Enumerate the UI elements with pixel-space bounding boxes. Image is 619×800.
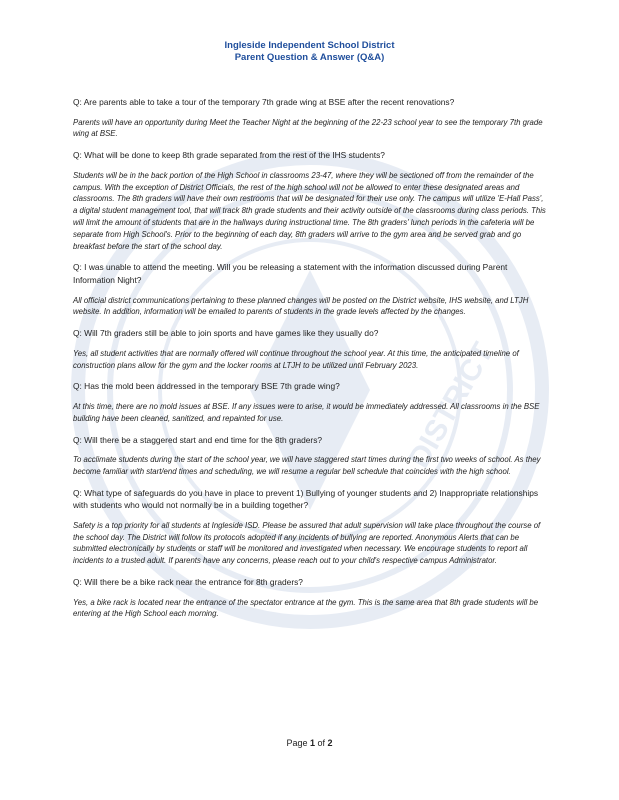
answer-1: Parents will have an opportunity during Meet the Teacher Night at the beginning of the 22-23 school year to see the temporary 7th grade wing at BSE.	[73, 117, 543, 139]
page-footer	[0, 738, 619, 748]
answer-2: Students will be in the back portion of the High School in classrooms 23-47, where they will be sectioned off from the remainder of the campus. With the exception of District Officials, the rest of the high school will not be allowed to enter these designated areas and classrooms. The 8th graders will have their own restrooms that will be designated for their use only. The campus will utilize 'E-Hall Pass', a digital student management tool, that will track 8th grade students and their activity outside of the classrooms during class periods. This will limit the amount of students that are in the hallways during instructional time. The 8th graders' lunch periods in the cafeteria will be separate from High School's. Prior to the beginning of each day, 8th graders will arrive to the gym area and be served grab and go breakfast before the start of the school day.	[73, 170, 546, 251]
answer-6: To acclimate students during the start of the school year, we will have staggered start times during the first two weeks of school. As they become familiar with start/end times and scheduling, we will resume a regular bell schedule that coincides with the high school.	[73, 455, 541, 476]
question-4: Q: Will 7th graders still be able to join sports and have games like they usually do?	[73, 328, 379, 339]
watermark-text: DISTRICT	[402, 337, 501, 474]
answer-3: All official district communications pertaining to these planned changes will be posted on the District website, IHS website, and LTJH website. In addition, information will be emailed to parents of students in the grade levels affected by the changes.	[73, 295, 529, 317]
answer-8: Yes, a bike rack is located near the entrance of the spectator entrance at the gym. This is the same area that 8th grade students will be entering at the High School each morning.	[73, 597, 539, 619]
answer-4: Yes, all student activities that are normally offered will continue throughout the school year. At this time, the anticipated timeline of construction plans allow for the gym and the locker rooms at LTJH to be utilized until February 2023.	[73, 348, 519, 370]
question-2: Q: What will be done to keep 8th grade separated from the rest of the IHS students?	[73, 150, 385, 161]
question-6: Q: Will there be a staggered start and end time for the 8th graders?	[73, 434, 323, 445]
qa-list	[73, 96, 549, 629]
current-page-number: 1	[309, 738, 315, 748]
question-7: Q: What type of safeguards do you have in place to prevent 1) Bullying of younger students and 2) Inappropriate relationships with students who would not normally be in a building together?	[73, 487, 539, 511]
answer-5: At this time, there are no mold issues at BSE. If any issues were to arise, it would be immediately addressed. All classrooms in the BSE building have been cleaned, sanitized, and repainted for use.	[73, 401, 540, 423]
of-label: of	[317, 738, 326, 748]
page-label: Page	[286, 738, 308, 748]
document-subtitle: Parent Question & Answer (Q&A)	[234, 52, 385, 63]
question-8: Q: Will there be a bike rack near the entrance for 8th graders?	[73, 577, 303, 588]
question-1: Q: Are parents able to take a tour of the temporary 7th grade wing at BSE after the recent renovations?	[73, 97, 455, 107]
question-5: Q: Has the mold been addressed in the temporary BSE 7th grade wing?	[73, 381, 340, 392]
total-page-number: 2	[327, 738, 333, 748]
answer-7: Safety is a top priority for all students at Ingleside ISD. Please be assured that adult supervision will take place throughout the course of the school day. The District will follow its protocols adopted if any incidents of bullying are reported. Anonymous Alerts that can be submitted electronically by students or staff will be monitored and investigated when necessary. We encourage students to report all incidents to a trusted adult. If parents have any concerns, please reach out to your child's respective campus Administrator.	[73, 520, 541, 566]
district-title: Ingleside Independent School District	[224, 40, 395, 51]
question-3: Q: I was unable to attend the meeting. Will you be releasing a statement with the information discussed during Parent Information Night?	[73, 262, 508, 285]
document-header	[0, 40, 619, 64]
